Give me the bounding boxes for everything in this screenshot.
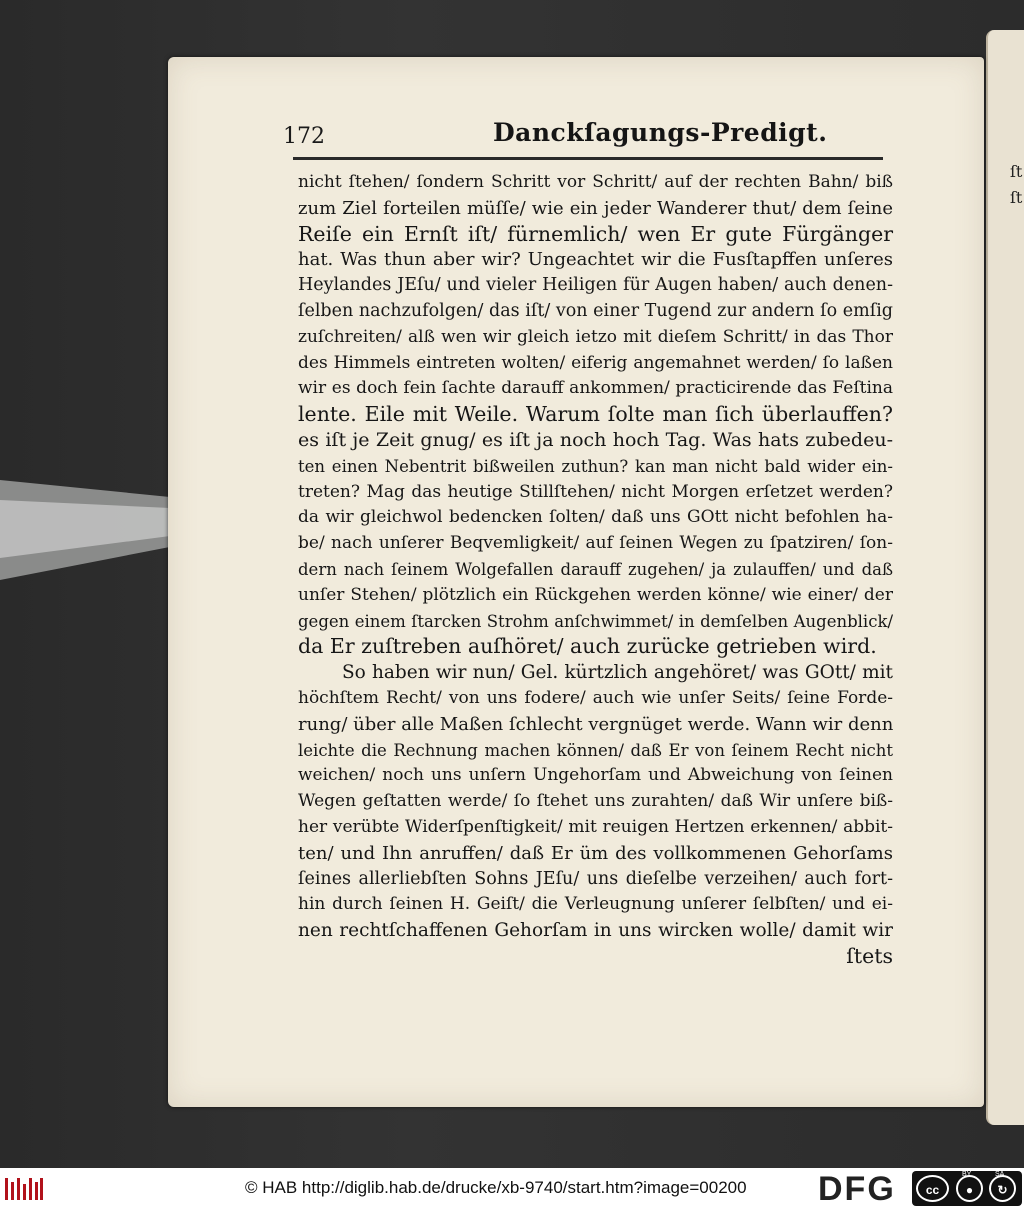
- page-header: [283, 112, 883, 162]
- adjacent-fragment: ſt: [1010, 188, 1023, 207]
- copyright-link[interactable]: © HAB http://diglib.hab.de/drucke/xb-9740/start.htm?image=00200: [245, 1178, 747, 1197]
- page-number: 172: [283, 124, 325, 149]
- text-line: hat. Was thun aber wir? Ungeachtet wir die Fusſtapffen unſeres: [298, 249, 893, 271]
- license-label-by: BY: [962, 1171, 972, 1178]
- text-line: treten? Mag das heutige Stillſtehen/ nicht Morgen erſetzet werden?: [298, 481, 893, 502]
- text-line: ſtets: [846, 943, 893, 968]
- header-rule: [293, 157, 883, 160]
- text-line: So haben wir nun/ Gel. kürtzlich angehöret/ was GOtt/ mit: [342, 662, 893, 684]
- text-line: ſelben nachzufolgen/ das iſt/ von einer Tugend zur andern ſo emſig: [298, 300, 893, 321]
- adjacent-page-edge: [986, 30, 1024, 1125]
- text-line: ten/ und Ihn anruffen/ daß Er üm des vollkommenen Gehorſams: [298, 842, 893, 864]
- text-line: da wir gleichwol bedencken ſolten/ daß uns GOtt nicht befohlen ha-: [298, 507, 893, 528]
- text-line: her verübte Widerſpenſtigkeit/ mit reuigen Hertzen erkennen/ abbit-: [298, 816, 893, 837]
- text-line: Reiſe ein Ernſt iſt/ fürnemlich/ wen Er gute Fürgänger: [298, 221, 893, 246]
- text-line: hin durch ſeinen H. Geiſt/ die Verleugnung unſerer ſelbſten/ und ei-: [298, 894, 893, 915]
- text-line: rung/ über alle Maßen ſchlecht vergnüget werde. Wann wir denn: [298, 713, 894, 735]
- text-line: leichte die Rechnung machen können/ daß Er von ſeinem Recht nicht: [298, 740, 893, 760]
- creative-commons-badge[interactable]: [912, 1171, 1022, 1206]
- text-line: unſer Stehen/ plötzlich ein Rückgehen werden könne/ wie einer/ der: [298, 584, 893, 605]
- text-line: es iſt je Zeit gnug/ es iſt ja noch hoch Tag. Was hats zubedeu-: [298, 428, 893, 451]
- text-line: höchſtem Recht/ von uns fodere/ auch wie unſer Seits/ ſeine Forde-: [298, 687, 893, 708]
- share-alike-icon: ↻: [989, 1175, 1016, 1202]
- text-line: be/ nach unſerer Beqvemligkeit/ auf ſeinen Wegen zu ſpatziren/ ſon-: [298, 533, 893, 554]
- body-text: [298, 170, 893, 970]
- license-label-sa: SA: [995, 1171, 1005, 1178]
- text-line: wir es doch fein ſachte darauff ankommen/ practicirende das Feſtina: [298, 378, 893, 399]
- text-line: ten einen Nebentrit bißweilen zuthun? kan man nicht bald wider ein-: [298, 456, 893, 476]
- adjacent-fragment: ſt: [1010, 162, 1023, 181]
- text-line: des Himmels eintreten wolten/ eiferig angemahnet werden/ ſo laßen: [298, 352, 893, 373]
- cc-icon: cc: [916, 1175, 949, 1202]
- running-title: Danckſagungs-Predigt.: [493, 118, 828, 147]
- text-line: da Er zuſtreben auſhöret/ auch zurücke getrieben wird.: [298, 634, 877, 659]
- text-line: Heylandes JEſu/ und vieler Heiligen für Augen haben/ auch denen-: [298, 275, 893, 296]
- dfg-logo[interactable]: DFG: [818, 1170, 896, 1208]
- library-logo-icon[interactable]: [4, 1176, 44, 1202]
- attribution-icon: ●: [956, 1175, 983, 1202]
- text-line: Wegen geſtatten werde/ ſo ſtehet uns zurahten/ daß Wir unſere biß-: [298, 791, 893, 812]
- text-line: zuſchreiten/ alß wen wir gleich ietzo mit dieſem Schritt/ in das Thor: [298, 326, 893, 347]
- text-line: ſeines allerliebſten Sohns JEſu/ uns dieſelbe verzeihen/ auch fort-: [298, 868, 893, 889]
- text-line: zum Ziel forteilen müſſe/ wie ein jeder Wanderer thut/ dem ſeine: [298, 197, 893, 219]
- text-line: weichen/ noch uns unſern Ungehorſam und Abweichung von ſeinen: [298, 765, 893, 786]
- text-line: lente. Eile mit Weile. Warum ſolte man ſich überlauffen?: [298, 402, 893, 427]
- text-line: dern nach ſeinem Wolgefallen darauff zugehen/ ja zulauffen/ und daß: [298, 559, 893, 579]
- text-line: nicht ſtehen/ ſondern Schritt vor Schritt/ auf der rechten Bahn/ biß: [298, 172, 893, 192]
- text-line: nen rechtſchaffenen Gehorſam in uns wircken wolle/ damit wir: [298, 920, 893, 942]
- text-line: gegen einem ſtarcken Strohm anſchwimmet/ in demſelben Augenblick/: [298, 611, 893, 631]
- viewer-footer: [0, 1168, 1024, 1209]
